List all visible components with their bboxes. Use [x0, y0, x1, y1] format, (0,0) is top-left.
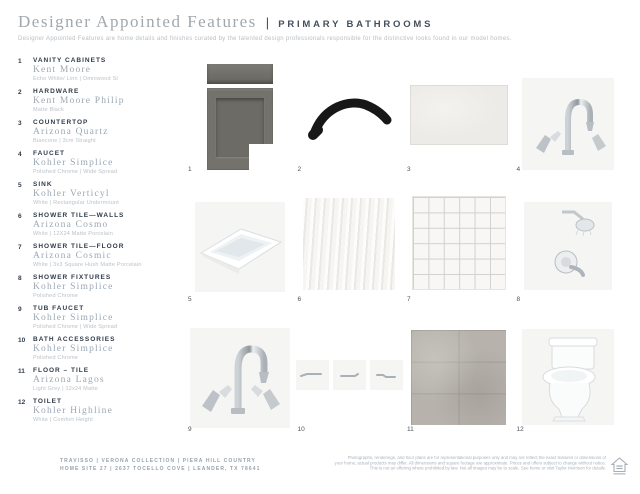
grid-number: 11: [407, 426, 414, 433]
towel-hook-thumb: [333, 360, 366, 390]
feature-list: [18, 57, 182, 429]
footer-disclaimer: [324, 456, 606, 472]
grid-cell-6: [295, 188, 405, 303]
shower-fixtures-image: [524, 202, 612, 290]
bath-accessories-image: [296, 360, 403, 390]
feature-number: 11: [18, 368, 25, 375]
feature-number: 4: [18, 151, 22, 158]
disclaimer-line1: Photographs, renderings, and floor plans are for representational purposes only and may not reflect the exact features or dimensions of: [347, 456, 606, 461]
feature-text: [33, 57, 182, 88]
feature-number: 1: [18, 58, 22, 65]
grid-number: 1: [188, 166, 192, 173]
feature-product: Arizona Lagos: [33, 375, 105, 385]
feature-spec: Matte Black: [33, 107, 64, 113]
grid-number: 9: [188, 426, 192, 433]
grid-number: 7: [407, 296, 411, 303]
toilet-photo: [522, 329, 614, 425]
product-grid: [185, 58, 623, 433]
grid-cell-4: [514, 58, 624, 173]
feature-category: FLOOR – TILE: [33, 367, 90, 374]
feature-category: VANITY CABINETS: [33, 57, 107, 64]
shower-fixtures-photo: [524, 202, 612, 290]
grid-number: 10: [297, 426, 305, 433]
footer-community-info: [60, 457, 261, 473]
feature-product: Kohler Simplice: [33, 158, 114, 168]
title-section: PRIMARY BATHROOMS: [278, 19, 434, 30]
subtitle: Designer Appointed Features are home details and finishes curated by the talented design professionals responsible for the distinctive looks found in our model homes.: [18, 36, 512, 42]
equal-housing-icon: [611, 457, 628, 476]
feature-item-7: [18, 243, 182, 274]
feature-spec: White | Rectangular Undermount: [33, 200, 119, 206]
feature-text: [33, 305, 182, 336]
feature-product: Kent Moore Philip: [33, 96, 125, 106]
feature-number: 8: [18, 275, 22, 282]
photo-corner: [249, 144, 273, 170]
feature-item-8: [18, 274, 182, 305]
title-separator: |: [265, 15, 270, 30]
feature-product: Arizona Cosmic: [33, 251, 112, 261]
feature-text: [33, 150, 182, 181]
feature-item-4: [18, 150, 182, 181]
feature-text: [33, 274, 182, 305]
feature-number: 6: [18, 213, 22, 220]
footer-line2: HOME SITE 27 | 2637 TOCELLO COVE | LEANDER, TX 78641: [60, 466, 261, 472]
toilet-image: [522, 329, 614, 425]
quartz-slab-image: [410, 85, 508, 145]
grid-cell-12: [514, 318, 624, 433]
feature-product: Kohler Simplice: [33, 282, 114, 292]
page-title: [18, 12, 626, 32]
grid-cell-3: [404, 58, 514, 173]
grid-number: 4: [516, 166, 521, 173]
feature-text: [33, 336, 182, 367]
feature-category: SHOWER TILE—FLOOR: [33, 243, 125, 250]
tub-faucet-image: [190, 328, 290, 428]
feature-product: Kohler Highline: [33, 406, 114, 416]
feature-item-12: [18, 398, 182, 429]
feature-number: 3: [18, 120, 22, 127]
towel-bar-thumb: [296, 360, 329, 390]
feature-product: Kent Moore: [33, 65, 92, 75]
grid-cell-5: [185, 188, 295, 303]
grid-cell-8: [514, 188, 624, 303]
feature-number: 10: [18, 337, 26, 344]
grid-cell-7: [404, 188, 514, 303]
feature-product: Arizona Quartz: [33, 127, 109, 137]
feature-text: [33, 119, 182, 150]
grid-number: 2: [297, 166, 302, 173]
feature-text: [33, 88, 182, 119]
feature-text: [33, 367, 182, 398]
feature-spec: Polished Chrome | Wide Spread: [33, 169, 118, 175]
faucet-photo: [522, 78, 614, 170]
feature-number: 9: [18, 306, 22, 313]
sink-photo: [195, 202, 285, 292]
feature-number: 12: [18, 399, 26, 406]
feature-spec: Light Grey | 12x24 Matte: [33, 386, 98, 392]
grid-cell-9: [185, 318, 295, 433]
feature-product: Kohler Simplice: [33, 313, 114, 323]
feature-text: [33, 212, 182, 243]
feature-text: [33, 398, 182, 429]
feature-item-3: [18, 119, 182, 150]
feature-category: BATH ACCESSORIES: [33, 336, 116, 343]
feature-item-2: [18, 88, 182, 119]
feature-item-5: [18, 181, 182, 212]
feature-spec: White | Comfort Height: [33, 417, 93, 423]
feature-category: HARDWARE: [33, 88, 80, 95]
grid-number: 12: [516, 426, 524, 433]
feature-spec: Polished Chrome | Wide Spread: [33, 324, 118, 330]
header: [18, 12, 626, 42]
feature-category: FAUCET: [33, 150, 65, 157]
shower-wall-tile-image: [303, 198, 395, 290]
footer-line1: TRAVISSO | VERONA COLLECTION | PIERA HILL COUNTRY: [60, 458, 256, 464]
cabinet-drawer-front: [207, 64, 273, 84]
vanity-cabinet-image: [207, 64, 273, 170]
grid-cell-10: [295, 318, 405, 433]
feature-category: SHOWER TILE—WALLS: [33, 212, 125, 219]
feature-number: 2: [18, 89, 22, 96]
feature-product: Arizona Cosmo: [33, 220, 109, 230]
grid-number: 6: [297, 296, 302, 303]
paper-holder-thumb: [370, 360, 403, 390]
feature-product: Kohler Simplice: [33, 344, 114, 354]
feature-spec: Echo White/ Linn | Omniwood St: [33, 76, 119, 82]
feature-number: 7: [18, 244, 22, 251]
disclaimer-line2: your home; actual products may differ. All dimensions and square footage are approximate. Prices and offers subject to change without notice.: [334, 461, 606, 466]
matte-black-pull-image: [302, 90, 397, 142]
shower-floor-mosaic-image: [412, 196, 506, 290]
feature-item-6: [18, 212, 182, 243]
feature-category: SINK: [33, 181, 53, 188]
floor-tile-image: [411, 330, 506, 425]
tub-faucet-photo: [190, 328, 290, 428]
undermount-sink-image: [195, 211, 285, 283]
feature-category: SHOWER FIXTURES: [33, 274, 112, 281]
feature-product: Kohler Verticyl: [33, 189, 110, 199]
grid-number: 8: [516, 296, 521, 303]
feature-text: [33, 181, 182, 212]
feature-item-9: [18, 305, 182, 336]
grid-cell-11: [404, 318, 514, 433]
feature-item-11: [18, 367, 182, 398]
grid-cell-1: [185, 58, 295, 173]
title-serif: Designer Appointed Features: [18, 12, 257, 31]
grid-number: 5: [188, 296, 192, 303]
feature-spec: Biancone | 3cm Straight: [33, 138, 96, 144]
feature-category: COUNTERTOP: [33, 119, 89, 126]
feature-spec: White | 12X24 Matte Porcelain: [33, 231, 113, 237]
feature-spec: Polished Chrome: [33, 293, 79, 299]
grid-cell-2: [295, 58, 405, 173]
feature-spec: White | 3x3 Square Hush Matte Porcelain: [33, 262, 142, 268]
feature-item-1: [18, 57, 182, 88]
feature-spec: Polished Chrome: [33, 355, 79, 361]
feature-number: 5: [18, 182, 22, 189]
feature-category: TOILET: [33, 398, 62, 405]
feature-category: TUB FAUCET: [33, 305, 85, 312]
grid-number: 3: [407, 166, 411, 173]
disclaimer-line3: This is not an offering where prohibited by law. Not all images may be to scale. See home or visit Taylor Morrison for details.: [369, 466, 606, 472]
widespread-faucet-image: [522, 78, 614, 170]
feature-item-10: [18, 336, 182, 367]
feature-text: [33, 243, 182, 274]
